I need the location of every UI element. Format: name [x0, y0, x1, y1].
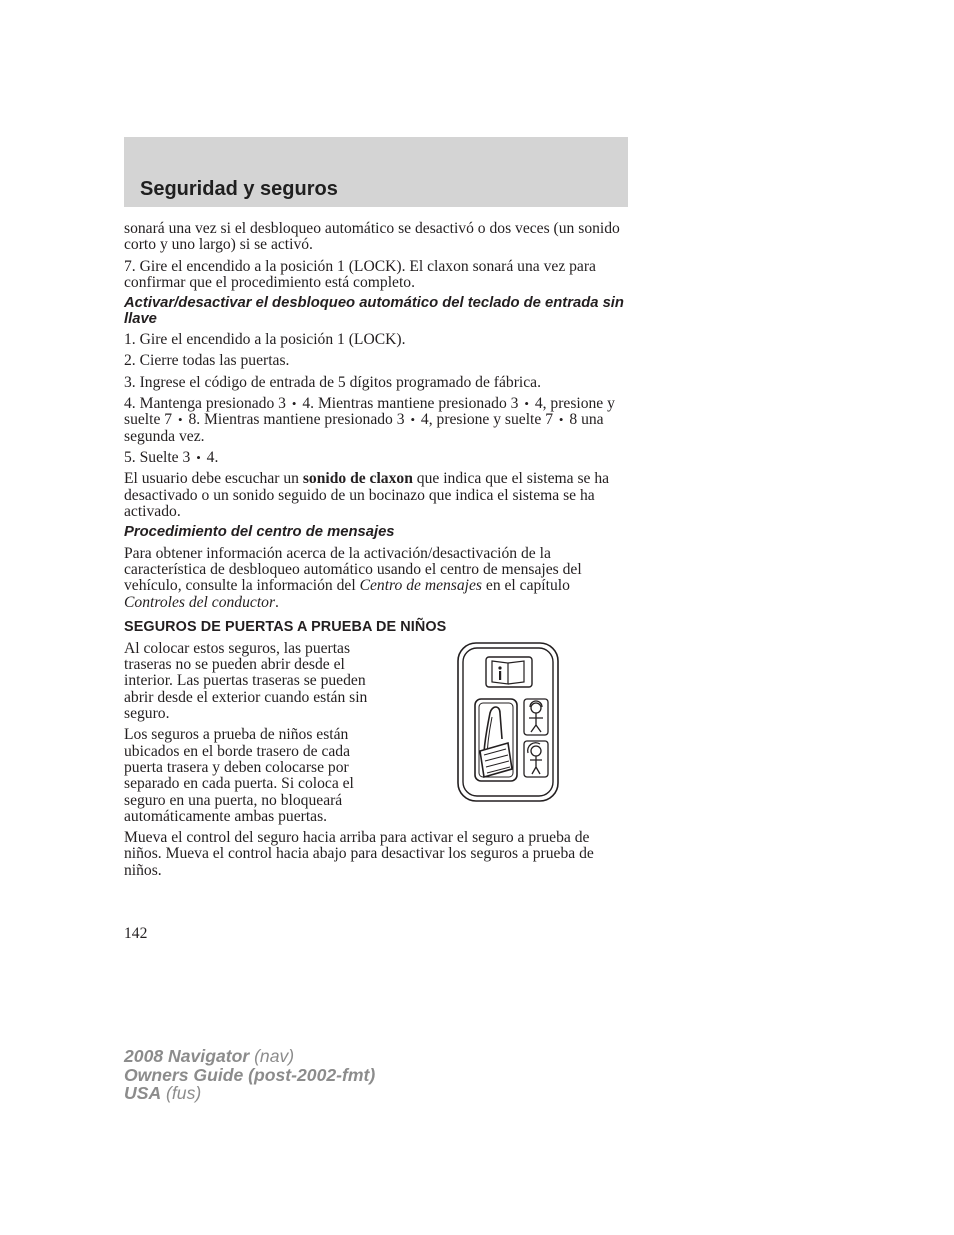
footer-line-2: Owners Guide (post-2002-fmt) [124, 1064, 376, 1085]
bullet-icon: • [177, 412, 183, 428]
step-5: 5. Suelte 3 • 4. [124, 448, 219, 466]
bullet-icon: • [524, 396, 529, 412]
page-number: 142 [124, 925, 148, 942]
child-lock-text [124, 641, 380, 825]
bullet-icon: • [410, 412, 416, 428]
step-1: 1. Gire el encendido a la posición 1 (LOCK). [124, 331, 406, 349]
paragraph-child-lock-2: Los seguros a prueba de niños están ubicados en el borde trasero de cada puerta trasera y deben colocarse por separado en cada puerta. Si coloca el seguro en una puerta, no bloqueará automáticamente ambas puertas. [124, 726, 354, 825]
section-title: Seguridad y seguros [140, 178, 338, 200]
footer-line-3: USA (fus) [124, 1083, 202, 1103]
step-3: 3. Ingrese el código de entrada de 5 dígitos programado de fábrica. [124, 373, 541, 391]
paragraph-user-horn: El usuario debe escuchar un sonido de claxon que indica que el sistema se ha desactivado o un sonido seguido de un bocinazo que indica el sistema se ha activado. [124, 470, 610, 520]
step-2: 2. Cierre todas las puertas. [124, 352, 290, 370]
subheading-keypad-autounlock: Activar/desactivar el desbloqueo automático del teclado de entrada sin llave [124, 295, 624, 327]
child-lock-block [124, 641, 628, 825]
bullet-icon: • [196, 449, 201, 465]
paragraph-continuation: sonará una vez si el desbloqueo automático se desactivó o dos veces (un sonido corto y uno largo) si se activó. [124, 220, 620, 254]
section-heading-child-locks: SEGUROS DE PUERTAS A PRUEBA DE NIÑOS [124, 618, 447, 635]
subheading-message-center: Procedimiento del centro de mensajes [124, 524, 395, 541]
document-footer [124, 1047, 375, 1103]
section-header-band [124, 137, 628, 207]
paragraph-child-lock-1: Al colocar estos seguros, las puertas traseras no se pueden abrir desde el interior. Las puertas traseras se pueden abrir desde el exterior cuando están sin seguro. [124, 639, 368, 723]
footer-line-1: 2008 Navigator (nav) [124, 1046, 295, 1066]
step-4: 4. Mantenga presionado 3 • 4. Mientras mantiene presionado 3 • 4, presione y suelte 7 • 8. Mientras mantiene presionado 3 • 4, presione y suelte 7 • 8 una segunda vez. [124, 395, 615, 445]
page-content [124, 221, 628, 884]
paragraph-step-7: 7. Gire el encendido a la posición 1 (LOCK). El claxon sonará una vez para confirmar que el procedimiento está completo. [124, 257, 596, 291]
paragraph-child-lock-3: Mueva el control del seguro hacia arriba para activar el seguro a prueba de niños. Mueva el control hacia abajo para desactivar los seguros a prueba de niños. [124, 829, 594, 879]
bullet-icon: • [558, 412, 564, 428]
bullet-icon: • [291, 396, 297, 412]
child-lock-diagram [456, 641, 560, 805]
paragraph-message-center: Para obtener información acerca de la activación/desactivación de la característica de desbloqueo automático usando el centro de mensajes del vehículo, consulte la información del Centro de mensajes en el capítulo Controles del conductor. [124, 544, 582, 611]
